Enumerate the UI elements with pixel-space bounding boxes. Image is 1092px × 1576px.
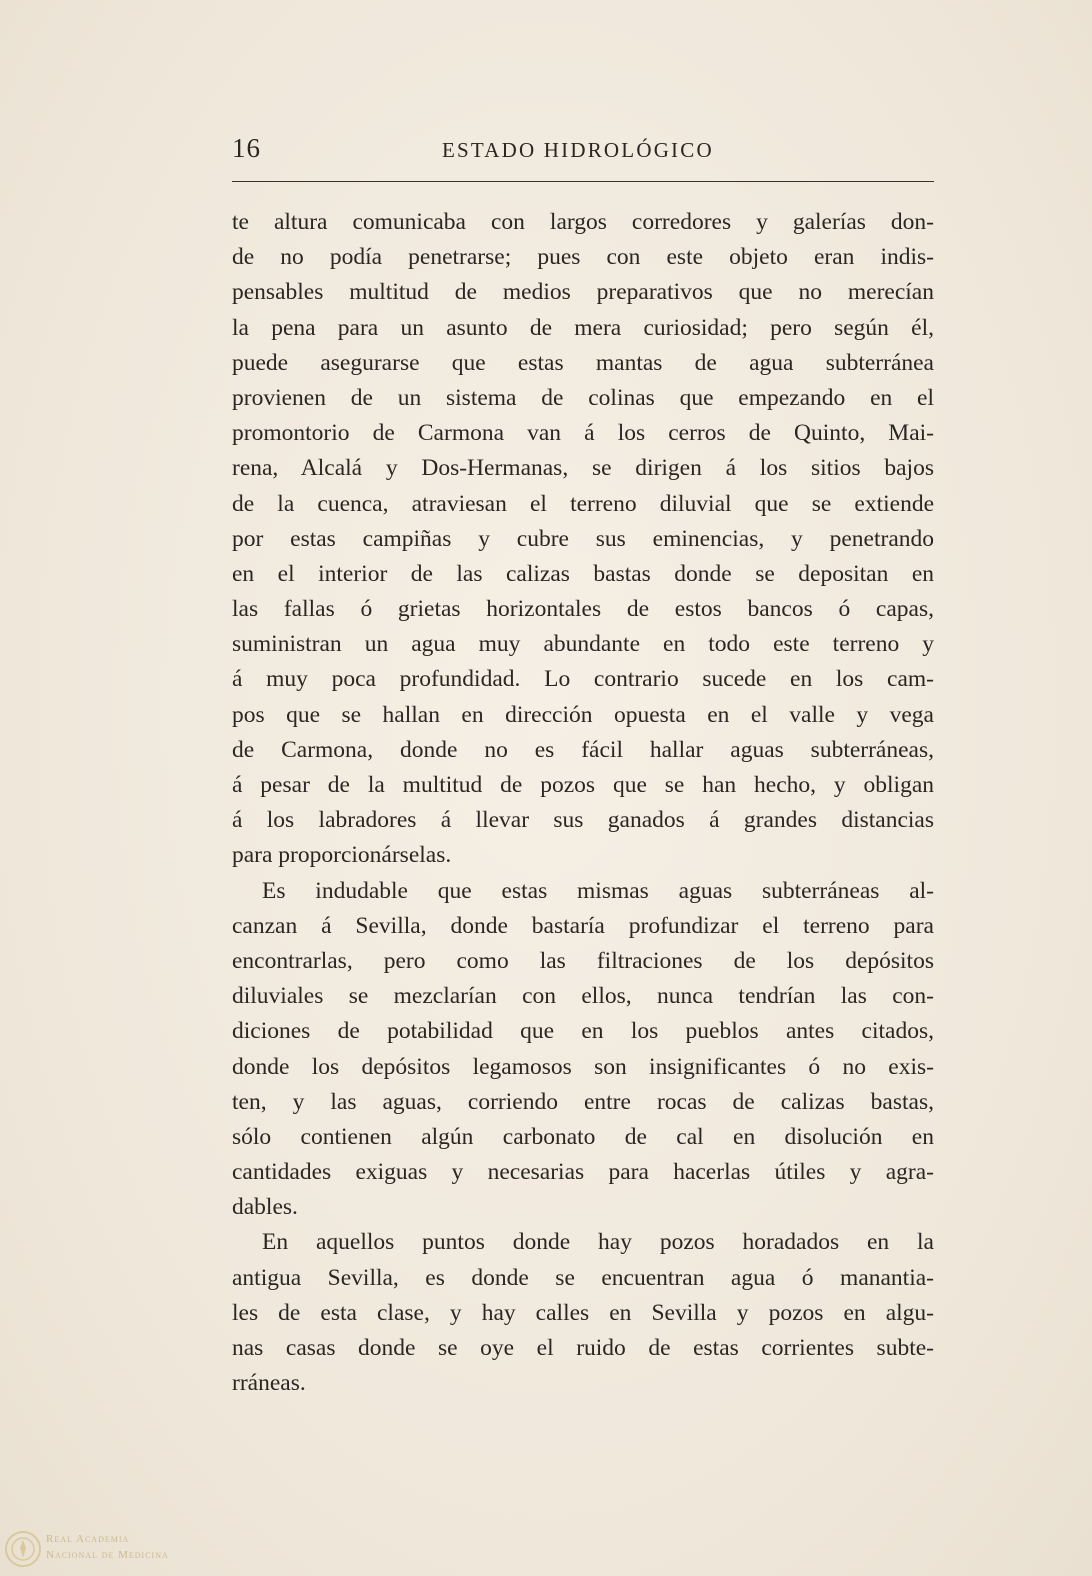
text-line-paragraph-end: rráneas. (232, 1370, 306, 1397)
text-line: de Carmona, donde no es fácil hallar aguas subterráneas, (232, 736, 934, 763)
text-line: te altura comunicaba con largos corredores y galerías don- (232, 209, 934, 235)
library-watermark (4, 1530, 204, 1570)
text-line: pensables multitud de medios preparativos que no merecían (232, 279, 934, 306)
text-line: á pesar de la multitud de pozos que se han hecho, y obligan (232, 772, 934, 798)
text-line: suministran un agua muy abundante en todo este terreno y (232, 631, 934, 658)
text-line: en el interior de las calizas bastas donde se depositan en (232, 560, 934, 587)
text-line: á los labradores á llevar sus ganados á grandes distancias (232, 807, 934, 834)
text-line: rena, Alcalá y Dos-Hermanas, se dirigen á los sitios bajos (232, 455, 934, 482)
text-line: promontorio de Carmona van á los cerros de Quinto, Mai- (232, 420, 934, 447)
text-line: les de esta clase, y hay calles en Sevilla y pozos en algu- (232, 1299, 934, 1326)
text-line: las fallas ó grietas horizontales de estos bancos ó capas, (232, 596, 934, 623)
text-line: pos que se hallan en dirección opuesta en el valle y vega (232, 701, 934, 728)
header-rule (232, 181, 934, 182)
text-line: ten, y las aguas, corriendo entre rocas de calizas bastas, (232, 1088, 934, 1115)
page-header (232, 133, 934, 169)
text-line-paragraph-start: Es indudable que estas mismas aguas subterráneas al- (262, 877, 934, 904)
text-line: canzan á Sevilla, donde bastaría profundizar el terreno para (232, 912, 934, 939)
text-line: nas casas donde se oye el ruido de estas corrientes subte- (232, 1335, 934, 1361)
text-line: de la cuenca, atraviesan el terreno diluvial que se extiende (232, 490, 934, 517)
text-line: puede asegurarse que estas mantas de agua subterránea (232, 349, 934, 376)
body-text (232, 205, 934, 1401)
text-line: encontrarlas, pero como las filtraciones de los depósitos (232, 947, 934, 974)
text-line: cantidades exiguas y necesarias para hacerlas útiles y agra- (232, 1159, 934, 1186)
watermark-line-1: Real Academia (46, 1533, 130, 1545)
text-line-paragraph-end: dables. (232, 1194, 298, 1221)
text-line: la pena para un asunto de mera curiosidad; pero según él, (232, 314, 934, 341)
text-line: diciones de potabilidad que en los pueblos antes citados, (232, 1018, 934, 1045)
text-line-paragraph-start: En aquellos puntos donde hay pozos horadados en la (262, 1229, 934, 1256)
text-line: por estas campiñas y cubre sus eminencias, y penetrando (232, 525, 934, 552)
running-title: ESTADO HIDROLÓGICO (442, 138, 714, 162)
academy-seal-icon (4, 1530, 42, 1568)
text-line: de no podía penetrarse; pues con este objeto eran indis- (232, 244, 934, 271)
text-line: provienen de un sistema de colinas que empezando en el (232, 384, 934, 411)
text-line: á muy poca profundidad. Lo contrario sucede en los cam- (232, 666, 934, 693)
text-line: antigua Sevilla, es donde se encuentran agua ó manantia- (232, 1264, 934, 1291)
text-line: diluviales se mezclarían con ellos, nunca tendrían las con- (232, 983, 934, 1010)
page-number: 16 (232, 133, 261, 163)
text-line: donde los depósitos legamosos son insignificantes ó no exis- (232, 1053, 934, 1080)
watermark-line-2: Nacional de Medicina (46, 1549, 169, 1561)
text-line-paragraph-end: para proporcionárselas. (232, 842, 452, 869)
text-line: sólo contienen algún carbonato de cal en disolución en (232, 1123, 934, 1150)
